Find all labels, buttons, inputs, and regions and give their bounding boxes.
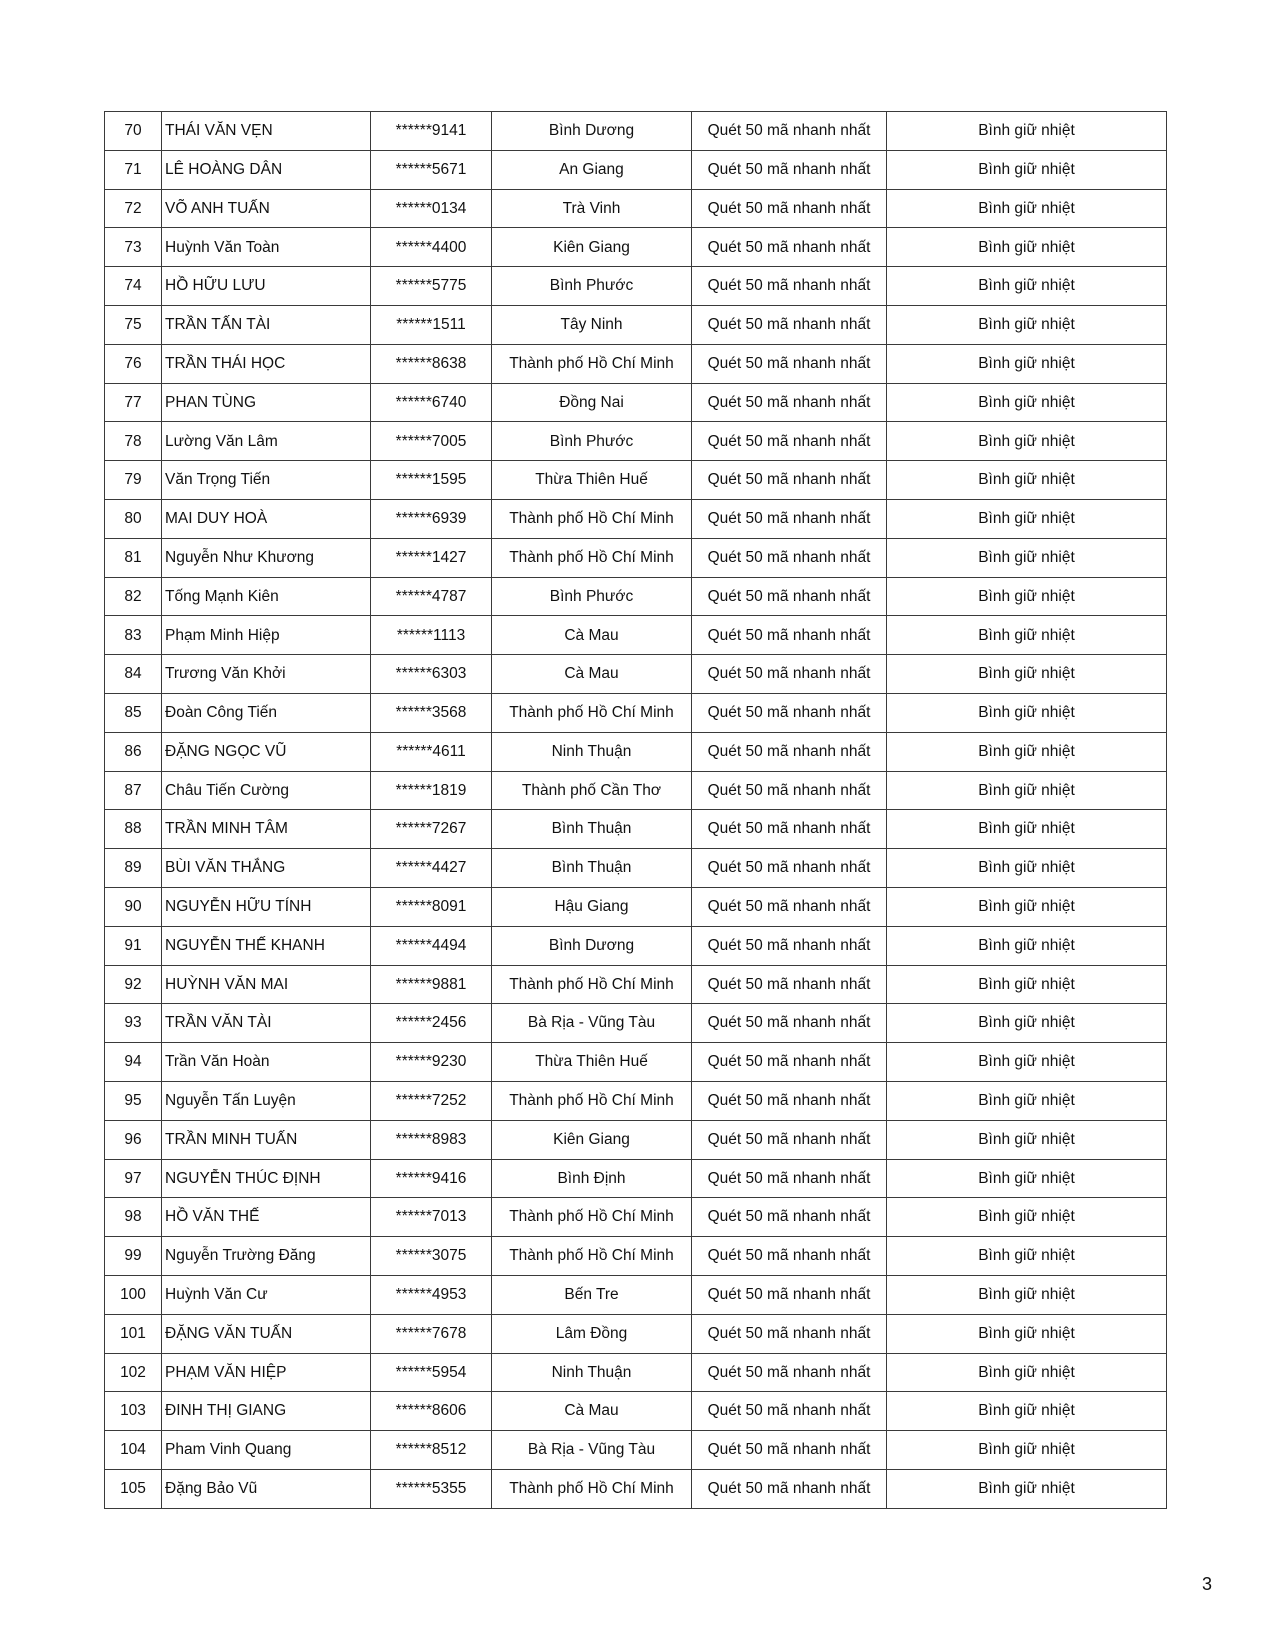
cell-prize: Bình giữ nhiệt bbox=[887, 1314, 1167, 1353]
cell-prize: Bình giữ nhiệt bbox=[887, 655, 1167, 694]
cell-game: Quét 50 mã nhanh nhất bbox=[692, 655, 887, 694]
cell-prize: Bình giữ nhiệt bbox=[887, 499, 1167, 538]
table-row bbox=[105, 228, 1167, 267]
cell-name: Văn Trọng Tiến bbox=[162, 461, 371, 500]
cell-phone: ******7005 bbox=[371, 422, 492, 461]
cell-phone: ******8983 bbox=[371, 1120, 492, 1159]
cell-index: 72 bbox=[105, 189, 162, 228]
cell-prize: Bình giữ nhiệt bbox=[887, 150, 1167, 189]
cell-index: 101 bbox=[105, 1314, 162, 1353]
table-row bbox=[105, 1237, 1167, 1276]
cell-name: Phạm Minh Hiệp bbox=[162, 616, 371, 655]
cell-index: 90 bbox=[105, 887, 162, 926]
cell-province: Thành phố Hồ Chí Minh bbox=[492, 1198, 692, 1237]
cell-index: 99 bbox=[105, 1237, 162, 1276]
cell-index: 82 bbox=[105, 577, 162, 616]
cell-game: Quét 50 mã nhanh nhất bbox=[692, 1081, 887, 1120]
cell-name: Trần Văn Hoàn bbox=[162, 1043, 371, 1082]
table-row bbox=[105, 1081, 1167, 1120]
cell-name: TRẦN MINH TÂM bbox=[162, 810, 371, 849]
cell-phone: ******8638 bbox=[371, 344, 492, 383]
cell-prize: Bình giữ nhiệt bbox=[887, 577, 1167, 616]
cell-game: Quét 50 mã nhanh nhất bbox=[692, 1043, 887, 1082]
cell-prize: Bình giữ nhiệt bbox=[887, 1275, 1167, 1314]
cell-province: Hậu Giang bbox=[492, 887, 692, 926]
cell-name: Tống Mạnh Kiên bbox=[162, 577, 371, 616]
cell-phone: ******8512 bbox=[371, 1431, 492, 1470]
table-row bbox=[105, 965, 1167, 1004]
cell-prize: Bình giữ nhiệt bbox=[887, 887, 1167, 926]
cell-province: Tây Ninh bbox=[492, 305, 692, 344]
cell-game: Quét 50 mã nhanh nhất bbox=[692, 267, 887, 306]
cell-phone: ******1595 bbox=[371, 461, 492, 500]
cell-province: Kiên Giang bbox=[492, 1120, 692, 1159]
cell-phone: ******1427 bbox=[371, 538, 492, 577]
cell-province: Bình Phước bbox=[492, 267, 692, 306]
cell-province: Bình Định bbox=[492, 1159, 692, 1198]
cell-game: Quét 50 mã nhanh nhất bbox=[692, 693, 887, 732]
cell-phone: ******3075 bbox=[371, 1237, 492, 1276]
cell-phone: ******0134 bbox=[371, 189, 492, 228]
table-row bbox=[105, 150, 1167, 189]
cell-name: HỒ HỮU LƯU bbox=[162, 267, 371, 306]
cell-phone: ******5671 bbox=[371, 150, 492, 189]
cell-prize: Bình giữ nhiệt bbox=[887, 732, 1167, 771]
cell-name: ĐẶNG NGỌC VŨ bbox=[162, 732, 371, 771]
cell-province: Bình Dương bbox=[492, 112, 692, 151]
cell-province: Bình Thuận bbox=[492, 810, 692, 849]
cell-phone: ******3568 bbox=[371, 693, 492, 732]
cell-province: Cà Mau bbox=[492, 655, 692, 694]
cell-name: BÙI VĂN THẮNG bbox=[162, 849, 371, 888]
table-row bbox=[105, 189, 1167, 228]
cell-index: 86 bbox=[105, 732, 162, 771]
cell-index: 105 bbox=[105, 1469, 162, 1508]
cell-index: 83 bbox=[105, 616, 162, 655]
cell-prize: Bình giữ nhiệt bbox=[887, 1081, 1167, 1120]
table-row bbox=[105, 305, 1167, 344]
cell-name: Huỳnh Văn Toàn bbox=[162, 228, 371, 267]
table-row bbox=[105, 1043, 1167, 1082]
cell-province: Thành phố Hồ Chí Minh bbox=[492, 1469, 692, 1508]
table-row bbox=[105, 1120, 1167, 1159]
cell-index: 87 bbox=[105, 771, 162, 810]
cell-province: Bình Thuận bbox=[492, 849, 692, 888]
table-row bbox=[105, 1469, 1167, 1508]
table-row bbox=[105, 616, 1167, 655]
cell-prize: Bình giữ nhiệt bbox=[887, 1392, 1167, 1431]
table-row bbox=[105, 926, 1167, 965]
cell-phone: ******9141 bbox=[371, 112, 492, 151]
cell-index: 84 bbox=[105, 655, 162, 694]
cell-phone: ******7267 bbox=[371, 810, 492, 849]
cell-prize: Bình giữ nhiệt bbox=[887, 538, 1167, 577]
cell-name: NGUYỄN THẾ KHANH bbox=[162, 926, 371, 965]
cell-game: Quét 50 mã nhanh nhất bbox=[692, 849, 887, 888]
cell-name: Pham Vinh Quang bbox=[162, 1431, 371, 1470]
cell-province: Thừa Thiên Huế bbox=[492, 461, 692, 500]
cell-game: Quét 50 mã nhanh nhất bbox=[692, 383, 887, 422]
page-number: 3 bbox=[1202, 1574, 1213, 1594]
cell-province: Thành phố Hồ Chí Minh bbox=[492, 1081, 692, 1120]
cell-index: 70 bbox=[105, 112, 162, 151]
cell-province: Bình Dương bbox=[492, 926, 692, 965]
table-row bbox=[105, 1275, 1167, 1314]
cell-phone: ******6303 bbox=[371, 655, 492, 694]
cell-prize: Bình giữ nhiệt bbox=[887, 228, 1167, 267]
cell-province: Thành phố Hồ Chí Minh bbox=[492, 1237, 692, 1276]
cell-province: Bà Rịa - Vũng Tàu bbox=[492, 1004, 692, 1043]
cell-index: 74 bbox=[105, 267, 162, 306]
cell-game: Quét 50 mã nhanh nhất bbox=[692, 228, 887, 267]
cell-index: 76 bbox=[105, 344, 162, 383]
cell-name: Lường Văn Lâm bbox=[162, 422, 371, 461]
table-row bbox=[105, 461, 1167, 500]
cell-prize: Bình giữ nhiệt bbox=[887, 1004, 1167, 1043]
cell-game: Quét 50 mã nhanh nhất bbox=[692, 305, 887, 344]
cell-prize: Bình giữ nhiệt bbox=[887, 1120, 1167, 1159]
cell-prize: Bình giữ nhiệt bbox=[887, 1469, 1167, 1508]
winners-table-body bbox=[105, 112, 1167, 1509]
cell-province: An Giang bbox=[492, 150, 692, 189]
cell-phone: ******4611 bbox=[371, 732, 492, 771]
cell-phone: ******9230 bbox=[371, 1043, 492, 1082]
cell-index: 95 bbox=[105, 1081, 162, 1120]
cell-index: 79 bbox=[105, 461, 162, 500]
cell-game: Quét 50 mã nhanh nhất bbox=[692, 1237, 887, 1276]
cell-index: 94 bbox=[105, 1043, 162, 1082]
cell-prize: Bình giữ nhiệt bbox=[887, 267, 1167, 306]
cell-name: Châu Tiến Cường bbox=[162, 771, 371, 810]
cell-phone: ******8091 bbox=[371, 887, 492, 926]
cell-province: Cà Mau bbox=[492, 1392, 692, 1431]
cell-phone: ******4427 bbox=[371, 849, 492, 888]
cell-game: Quét 50 mã nhanh nhất bbox=[692, 189, 887, 228]
cell-game: Quét 50 mã nhanh nhất bbox=[692, 1159, 887, 1198]
cell-index: 98 bbox=[105, 1198, 162, 1237]
cell-game: Quét 50 mã nhanh nhất bbox=[692, 810, 887, 849]
cell-phone: ******7013 bbox=[371, 1198, 492, 1237]
cell-game: Quét 50 mã nhanh nhất bbox=[692, 499, 887, 538]
cell-phone: ******2456 bbox=[371, 1004, 492, 1043]
cell-game: Quét 50 mã nhanh nhất bbox=[692, 112, 887, 151]
cell-prize: Bình giữ nhiệt bbox=[887, 926, 1167, 965]
cell-phone: ******8606 bbox=[371, 1392, 492, 1431]
cell-game: Quét 50 mã nhanh nhất bbox=[692, 1120, 887, 1159]
cell-name: Nguyễn Tấn Luyện bbox=[162, 1081, 371, 1120]
cell-index: 89 bbox=[105, 849, 162, 888]
cell-game: Quét 50 mã nhanh nhất bbox=[692, 732, 887, 771]
cell-phone: ******1113 bbox=[371, 616, 492, 655]
cell-game: Quét 50 mã nhanh nhất bbox=[692, 1198, 887, 1237]
cell-province: Bình Phước bbox=[492, 422, 692, 461]
cell-province: Bến Tre bbox=[492, 1275, 692, 1314]
cell-index: 75 bbox=[105, 305, 162, 344]
cell-index: 96 bbox=[105, 1120, 162, 1159]
cell-index: 103 bbox=[105, 1392, 162, 1431]
cell-province: Đồng Nai bbox=[492, 383, 692, 422]
cell-prize: Bình giữ nhiệt bbox=[887, 461, 1167, 500]
cell-province: Thành phố Hồ Chí Minh bbox=[492, 499, 692, 538]
cell-phone: ******9416 bbox=[371, 1159, 492, 1198]
table-row bbox=[105, 1314, 1167, 1353]
cell-index: 85 bbox=[105, 693, 162, 732]
cell-index: 92 bbox=[105, 965, 162, 1004]
cell-prize: Bình giữ nhiệt bbox=[887, 771, 1167, 810]
cell-province: Thành phố Hồ Chí Minh bbox=[492, 344, 692, 383]
table-row bbox=[105, 1353, 1167, 1392]
cell-prize: Bình giữ nhiệt bbox=[887, 422, 1167, 461]
cell-phone: ******1511 bbox=[371, 305, 492, 344]
cell-province: Cà Mau bbox=[492, 616, 692, 655]
table-row bbox=[105, 693, 1167, 732]
cell-name: ĐINH THỊ GIANG bbox=[162, 1392, 371, 1431]
cell-name: Huỳnh Văn Cư bbox=[162, 1275, 371, 1314]
cell-name: HUỲNH VĂN MAI bbox=[162, 965, 371, 1004]
cell-game: Quét 50 mã nhanh nhất bbox=[692, 1392, 887, 1431]
cell-phone: ******4400 bbox=[371, 228, 492, 267]
cell-phone: ******5954 bbox=[371, 1353, 492, 1392]
table-row bbox=[105, 1431, 1167, 1470]
cell-name: PHAN TÙNG bbox=[162, 383, 371, 422]
table-row bbox=[105, 577, 1167, 616]
cell-prize: Bình giữ nhiệt bbox=[887, 1198, 1167, 1237]
cell-index: 100 bbox=[105, 1275, 162, 1314]
cell-province: Ninh Thuận bbox=[492, 732, 692, 771]
table-row bbox=[105, 422, 1167, 461]
cell-game: Quét 50 mã nhanh nhất bbox=[692, 616, 887, 655]
cell-game: Quét 50 mã nhanh nhất bbox=[692, 965, 887, 1004]
table-row bbox=[105, 499, 1167, 538]
cell-prize: Bình giữ nhiệt bbox=[887, 1237, 1167, 1276]
cell-phone: ******5775 bbox=[371, 267, 492, 306]
table-row bbox=[105, 849, 1167, 888]
cell-province: Lâm Đồng bbox=[492, 1314, 692, 1353]
table-row bbox=[105, 887, 1167, 926]
cell-name: NGUYỄN THÚC ĐỊNH bbox=[162, 1159, 371, 1198]
winners-table bbox=[104, 111, 1167, 1509]
cell-phone: ******5355 bbox=[371, 1469, 492, 1508]
cell-phone: ******7252 bbox=[371, 1081, 492, 1120]
cell-game: Quét 50 mã nhanh nhất bbox=[692, 344, 887, 383]
cell-name: THÁI VĂN VẸN bbox=[162, 112, 371, 151]
cell-game: Quét 50 mã nhanh nhất bbox=[692, 1469, 887, 1508]
cell-index: 91 bbox=[105, 926, 162, 965]
cell-prize: Bình giữ nhiệt bbox=[887, 1159, 1167, 1198]
cell-province: Trà Vinh bbox=[492, 189, 692, 228]
cell-prize: Bình giữ nhiệt bbox=[887, 693, 1167, 732]
table-row bbox=[105, 771, 1167, 810]
cell-index: 93 bbox=[105, 1004, 162, 1043]
cell-game: Quét 50 mã nhanh nhất bbox=[692, 150, 887, 189]
cell-phone: ******4953 bbox=[371, 1275, 492, 1314]
cell-name: Nguyễn Trường Đăng bbox=[162, 1237, 371, 1276]
cell-prize: Bình giữ nhiệt bbox=[887, 344, 1167, 383]
cell-name: TRẦN VĂN TÀI bbox=[162, 1004, 371, 1043]
cell-phone: ******6740 bbox=[371, 383, 492, 422]
cell-name: ĐẶNG VĂN TUẤN bbox=[162, 1314, 371, 1353]
cell-name: VÕ ANH TUẤN bbox=[162, 189, 371, 228]
cell-phone: ******9881 bbox=[371, 965, 492, 1004]
cell-name: TRẦN THÁI HỌC bbox=[162, 344, 371, 383]
cell-prize: Bình giữ nhiệt bbox=[887, 1043, 1167, 1082]
cell-name: TRẦN TẤN TÀI bbox=[162, 305, 371, 344]
table-row bbox=[105, 344, 1167, 383]
cell-province: Thành phố Cần Thơ bbox=[492, 771, 692, 810]
cell-index: 77 bbox=[105, 383, 162, 422]
cell-index: 80 bbox=[105, 499, 162, 538]
table-row bbox=[105, 267, 1167, 306]
table-row bbox=[105, 1159, 1167, 1198]
cell-index: 73 bbox=[105, 228, 162, 267]
cell-province: Kiên Giang bbox=[492, 228, 692, 267]
cell-game: Quét 50 mã nhanh nhất bbox=[692, 1431, 887, 1470]
cell-index: 71 bbox=[105, 150, 162, 189]
cell-game: Quét 50 mã nhanh nhất bbox=[692, 461, 887, 500]
cell-game: Quét 50 mã nhanh nhất bbox=[692, 422, 887, 461]
cell-prize: Bình giữ nhiệt bbox=[887, 965, 1167, 1004]
cell-index: 104 bbox=[105, 1431, 162, 1470]
cell-phone: ******4787 bbox=[371, 577, 492, 616]
cell-name: MAI DUY HOÀ bbox=[162, 499, 371, 538]
cell-index: 78 bbox=[105, 422, 162, 461]
cell-province: Thành phố Hồ Chí Minh bbox=[492, 965, 692, 1004]
cell-game: Quét 50 mã nhanh nhất bbox=[692, 771, 887, 810]
cell-game: Quét 50 mã nhanh nhất bbox=[692, 538, 887, 577]
cell-phone: ******4494 bbox=[371, 926, 492, 965]
cell-prize: Bình giữ nhiệt bbox=[887, 849, 1167, 888]
cell-prize: Bình giữ nhiệt bbox=[887, 616, 1167, 655]
cell-game: Quét 50 mã nhanh nhất bbox=[692, 1275, 887, 1314]
cell-name: NGUYỄN HỮU TÍNH bbox=[162, 887, 371, 926]
cell-game: Quét 50 mã nhanh nhất bbox=[692, 887, 887, 926]
cell-prize: Bình giữ nhiệt bbox=[887, 1431, 1167, 1470]
table-row bbox=[105, 1004, 1167, 1043]
cell-prize: Bình giữ nhiệt bbox=[887, 810, 1167, 849]
cell-game: Quét 50 mã nhanh nhất bbox=[692, 577, 887, 616]
cell-name: Đặng Bảo Vũ bbox=[162, 1469, 371, 1508]
cell-prize: Bình giữ nhiệt bbox=[887, 189, 1167, 228]
cell-name: Trương Văn Khởi bbox=[162, 655, 371, 694]
cell-game: Quét 50 mã nhanh nhất bbox=[692, 1353, 887, 1392]
cell-province: Thành phố Hồ Chí Minh bbox=[492, 693, 692, 732]
cell-name: Nguyễn Như Khương bbox=[162, 538, 371, 577]
cell-province: Thừa Thiên Huế bbox=[492, 1043, 692, 1082]
table-row bbox=[105, 538, 1167, 577]
cell-game: Quét 50 mã nhanh nhất bbox=[692, 1314, 887, 1353]
cell-name: PHẠM VĂN HIỆP bbox=[162, 1353, 371, 1392]
table-row bbox=[105, 1392, 1167, 1431]
cell-name: HỒ VĂN THẾ bbox=[162, 1198, 371, 1237]
cell-province: Bà Rịa - Vũng Tàu bbox=[492, 1431, 692, 1470]
cell-name: LÊ HOÀNG DÂN bbox=[162, 150, 371, 189]
cell-phone: ******6939 bbox=[371, 499, 492, 538]
cell-index: 81 bbox=[105, 538, 162, 577]
table-row bbox=[105, 383, 1167, 422]
cell-prize: Bình giữ nhiệt bbox=[887, 1353, 1167, 1392]
cell-name: Đoàn Công Tiến bbox=[162, 693, 371, 732]
cell-index: 88 bbox=[105, 810, 162, 849]
cell-phone: ******1819 bbox=[371, 771, 492, 810]
cell-phone: ******7678 bbox=[371, 1314, 492, 1353]
table-row bbox=[105, 810, 1167, 849]
cell-province: Bình Phước bbox=[492, 577, 692, 616]
cell-name: TRẦN MINH TUẤN bbox=[162, 1120, 371, 1159]
table-row bbox=[105, 732, 1167, 771]
cell-game: Quét 50 mã nhanh nhất bbox=[692, 1004, 887, 1043]
cell-index: 97 bbox=[105, 1159, 162, 1198]
cell-index: 102 bbox=[105, 1353, 162, 1392]
cell-province: Ninh Thuận bbox=[492, 1353, 692, 1392]
table-row bbox=[105, 1198, 1167, 1237]
cell-prize: Bình giữ nhiệt bbox=[887, 383, 1167, 422]
cell-game: Quét 50 mã nhanh nhất bbox=[692, 926, 887, 965]
cell-prize: Bình giữ nhiệt bbox=[887, 112, 1167, 151]
cell-province: Thành phố Hồ Chí Minh bbox=[492, 538, 692, 577]
table-row bbox=[105, 655, 1167, 694]
cell-prize: Bình giữ nhiệt bbox=[887, 305, 1167, 344]
table-row bbox=[105, 112, 1167, 151]
